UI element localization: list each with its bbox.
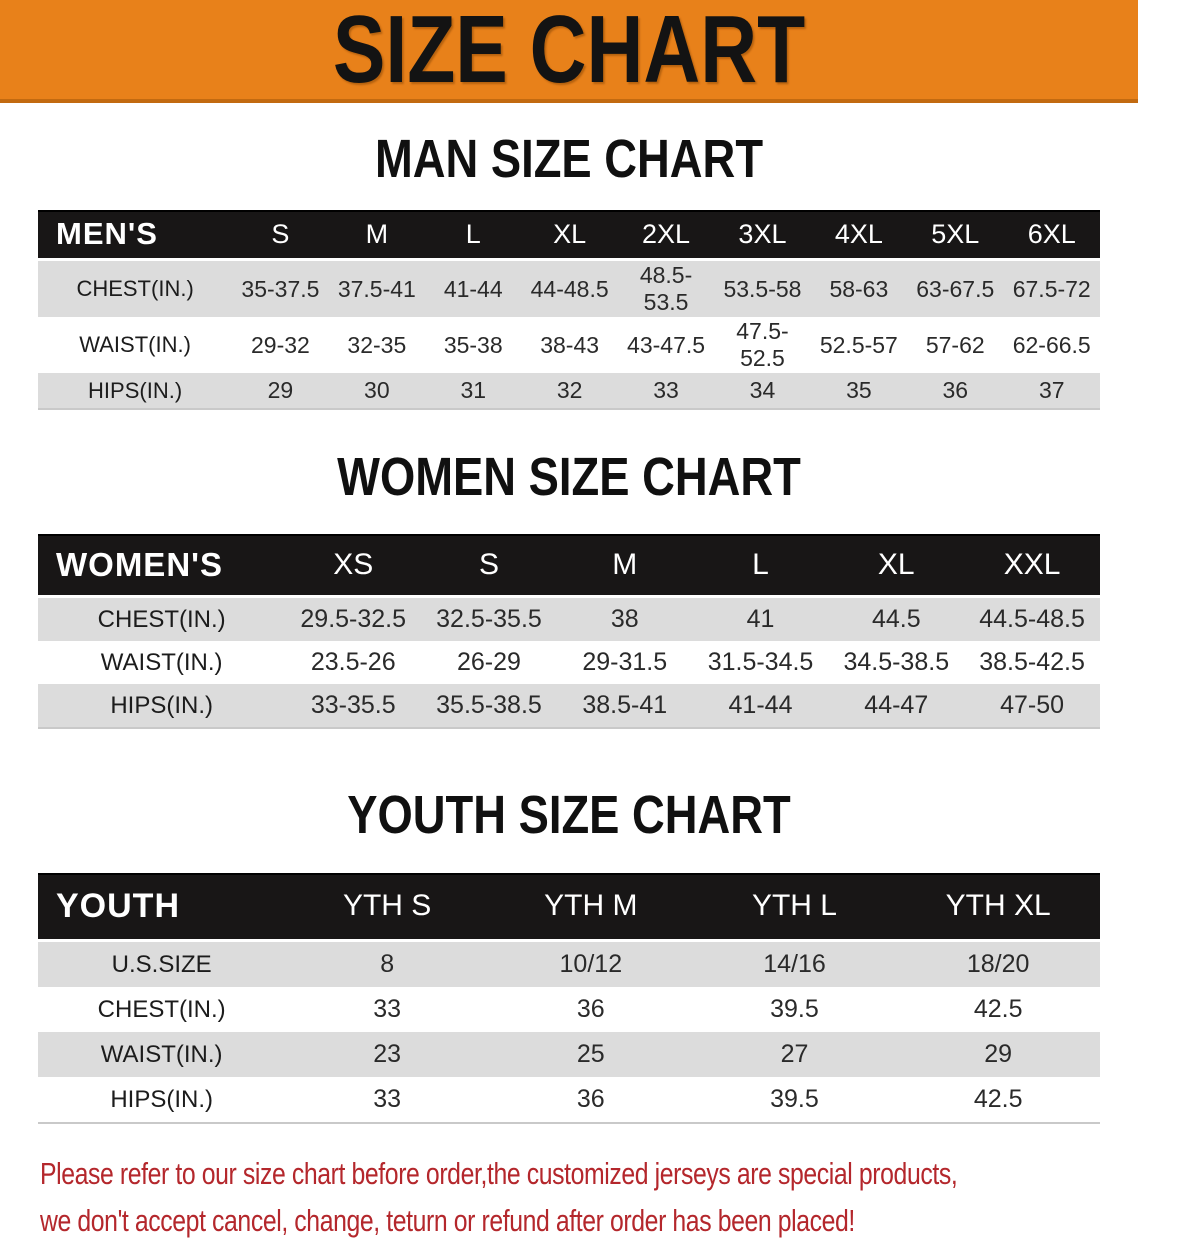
size-cell: 18/20 bbox=[896, 942, 1100, 987]
table-row bbox=[38, 684, 1100, 727]
size-column-header: XL bbox=[521, 210, 617, 261]
men-section-heading bbox=[0, 128, 1138, 190]
size-cell: 14/16 bbox=[693, 942, 897, 987]
row-label: HIPS(IN.) bbox=[38, 1077, 285, 1122]
row-label: HIPS(IN.) bbox=[38, 684, 285, 727]
size-cell: 42.5 bbox=[896, 1077, 1100, 1122]
row-label: CHEST(IN.) bbox=[38, 598, 285, 641]
size-column-header: YTH S bbox=[285, 873, 489, 942]
row-label: WAIST(IN.) bbox=[38, 1032, 285, 1077]
table-row bbox=[38, 987, 1100, 1032]
size-column-header: 5XL bbox=[907, 210, 1003, 261]
size-column-header: M bbox=[329, 210, 425, 261]
size-cell: 44.5 bbox=[828, 598, 964, 641]
size-cell: 32-35 bbox=[329, 317, 425, 373]
youth-section-heading-text: YOUTH SIZE CHART bbox=[347, 785, 791, 845]
women-table-wrap bbox=[0, 534, 1138, 729]
table-row bbox=[38, 641, 1100, 684]
size-cell: 31.5-34.5 bbox=[693, 641, 829, 684]
size-cell: 35-37.5 bbox=[232, 261, 328, 317]
size-cell: 41-44 bbox=[425, 261, 521, 317]
size-column-header: 3XL bbox=[714, 210, 810, 261]
size-cell: 29 bbox=[232, 373, 328, 408]
size-cell: 44.5-48.5 bbox=[964, 598, 1100, 641]
youth-table-wrap bbox=[0, 873, 1138, 1124]
size-cell: 36 bbox=[907, 373, 1003, 408]
size-column-header: 4XL bbox=[811, 210, 907, 261]
size-cell: 23.5-26 bbox=[285, 641, 421, 684]
size-cell: 37.5-41 bbox=[329, 261, 425, 317]
table-row bbox=[38, 1032, 1100, 1077]
size-column-header: YTH M bbox=[489, 873, 693, 942]
size-column-header: M bbox=[557, 534, 693, 598]
table-row bbox=[38, 1077, 1100, 1122]
size-cell: 35.5-38.5 bbox=[421, 684, 557, 727]
table-header-row bbox=[38, 534, 1100, 598]
size-cell: 33-35.5 bbox=[285, 684, 421, 727]
row-label: WAIST(IN.) bbox=[38, 317, 232, 373]
size-column-header: L bbox=[693, 534, 829, 598]
size-cell: 57-62 bbox=[907, 317, 1003, 373]
size-column-header: XS bbox=[285, 534, 421, 598]
women-section-heading bbox=[0, 446, 1138, 508]
table-corner-label: YOUTH bbox=[38, 873, 285, 942]
size-cell: 53.5-58 bbox=[714, 261, 810, 317]
size-cell: 47.5-52.5 bbox=[714, 317, 810, 373]
size-cell: 44-47 bbox=[828, 684, 964, 727]
table-row bbox=[38, 261, 1100, 317]
size-column-header: YTH L bbox=[693, 873, 897, 942]
size-cell: 32 bbox=[521, 373, 617, 408]
size-cell: 35-38 bbox=[425, 317, 521, 373]
size-cell: 62-66.5 bbox=[1003, 317, 1100, 373]
size-cell: 33 bbox=[285, 1077, 489, 1122]
size-cell: 52.5-57 bbox=[811, 317, 907, 373]
size-cell: 38 bbox=[557, 598, 693, 641]
size-cell: 41 bbox=[693, 598, 829, 641]
size-cell: 31 bbox=[425, 373, 521, 408]
size-cell: 63-67.5 bbox=[907, 261, 1003, 317]
row-label: U.S.SIZE bbox=[38, 942, 285, 987]
size-cell: 32.5-35.5 bbox=[421, 598, 557, 641]
size-cell: 38.5-42.5 bbox=[964, 641, 1100, 684]
size-cell: 29-31.5 bbox=[557, 641, 693, 684]
note-line-1: Please refer to our size chart before order,the customized jerseys are special products, bbox=[40, 1156, 958, 1191]
table-row bbox=[38, 317, 1100, 373]
size-cell: 8 bbox=[285, 942, 489, 987]
size-cell: 36 bbox=[489, 987, 693, 1032]
banner bbox=[0, 0, 1138, 103]
size-cell: 10/12 bbox=[489, 942, 693, 987]
size-cell: 23 bbox=[285, 1032, 489, 1077]
size-cell: 30 bbox=[329, 373, 425, 408]
size-cell: 29.5-32.5 bbox=[285, 598, 421, 641]
size-column-header: XXL bbox=[964, 534, 1100, 598]
men-size-table bbox=[38, 210, 1100, 410]
row-label: HIPS(IN.) bbox=[38, 373, 232, 408]
size-column-header: YTH XL bbox=[896, 873, 1100, 942]
size-cell: 47-50 bbox=[964, 684, 1100, 727]
youth-section-heading bbox=[0, 784, 1138, 846]
size-cell: 38.5-41 bbox=[557, 684, 693, 727]
size-cell: 34.5-38.5 bbox=[828, 641, 964, 684]
size-cell: 29-32 bbox=[232, 317, 328, 373]
size-cell: 58-63 bbox=[811, 261, 907, 317]
size-column-header: 2XL bbox=[618, 210, 714, 261]
disclaimer-note bbox=[40, 1150, 1138, 1244]
table-header-row bbox=[38, 210, 1100, 261]
banner-title: SIZE CHART bbox=[332, 0, 806, 103]
size-column-header: 6XL bbox=[1003, 210, 1100, 261]
size-cell: 39.5 bbox=[693, 987, 897, 1032]
size-cell: 35 bbox=[811, 373, 907, 408]
size-cell: 25 bbox=[489, 1032, 693, 1077]
table-row bbox=[38, 942, 1100, 987]
size-column-header: XL bbox=[828, 534, 964, 598]
table-corner-label: WOMEN'S bbox=[38, 534, 285, 598]
size-cell: 43-47.5 bbox=[618, 317, 714, 373]
size-cell: 27 bbox=[693, 1032, 897, 1077]
men-table-wrap bbox=[0, 210, 1138, 410]
size-cell: 48.5-53.5 bbox=[618, 261, 714, 317]
youth-size-table bbox=[38, 873, 1100, 1124]
size-cell: 29 bbox=[896, 1032, 1100, 1077]
size-cell: 33 bbox=[285, 987, 489, 1032]
size-cell: 44-48.5 bbox=[521, 261, 617, 317]
size-cell: 39.5 bbox=[693, 1077, 897, 1122]
table-row bbox=[38, 373, 1100, 408]
table-row bbox=[38, 598, 1100, 641]
size-cell: 38-43 bbox=[521, 317, 617, 373]
size-cell: 33 bbox=[618, 373, 714, 408]
size-column-header: S bbox=[421, 534, 557, 598]
row-label: CHEST(IN.) bbox=[38, 261, 232, 317]
table-header-row bbox=[38, 873, 1100, 942]
women-size-table bbox=[38, 534, 1100, 729]
size-cell: 41-44 bbox=[693, 684, 829, 727]
row-label: CHEST(IN.) bbox=[38, 987, 285, 1032]
size-cell: 67.5-72 bbox=[1003, 261, 1100, 317]
women-section-heading-text: WOMEN SIZE CHART bbox=[337, 447, 801, 507]
size-column-header: L bbox=[425, 210, 521, 261]
size-column-header: S bbox=[232, 210, 328, 261]
size-cell: 26-29 bbox=[421, 641, 557, 684]
size-cell: 42.5 bbox=[896, 987, 1100, 1032]
size-cell: 36 bbox=[489, 1077, 693, 1122]
size-cell: 37 bbox=[1003, 373, 1100, 408]
men-section-heading-text: MAN SIZE CHART bbox=[374, 129, 764, 189]
row-label: WAIST(IN.) bbox=[38, 641, 285, 684]
size-cell: 34 bbox=[714, 373, 810, 408]
table-corner-label: MEN'S bbox=[38, 210, 232, 261]
note-line-2: we don't accept cancel, change, teturn or refund after order has been placed! bbox=[40, 1203, 855, 1238]
